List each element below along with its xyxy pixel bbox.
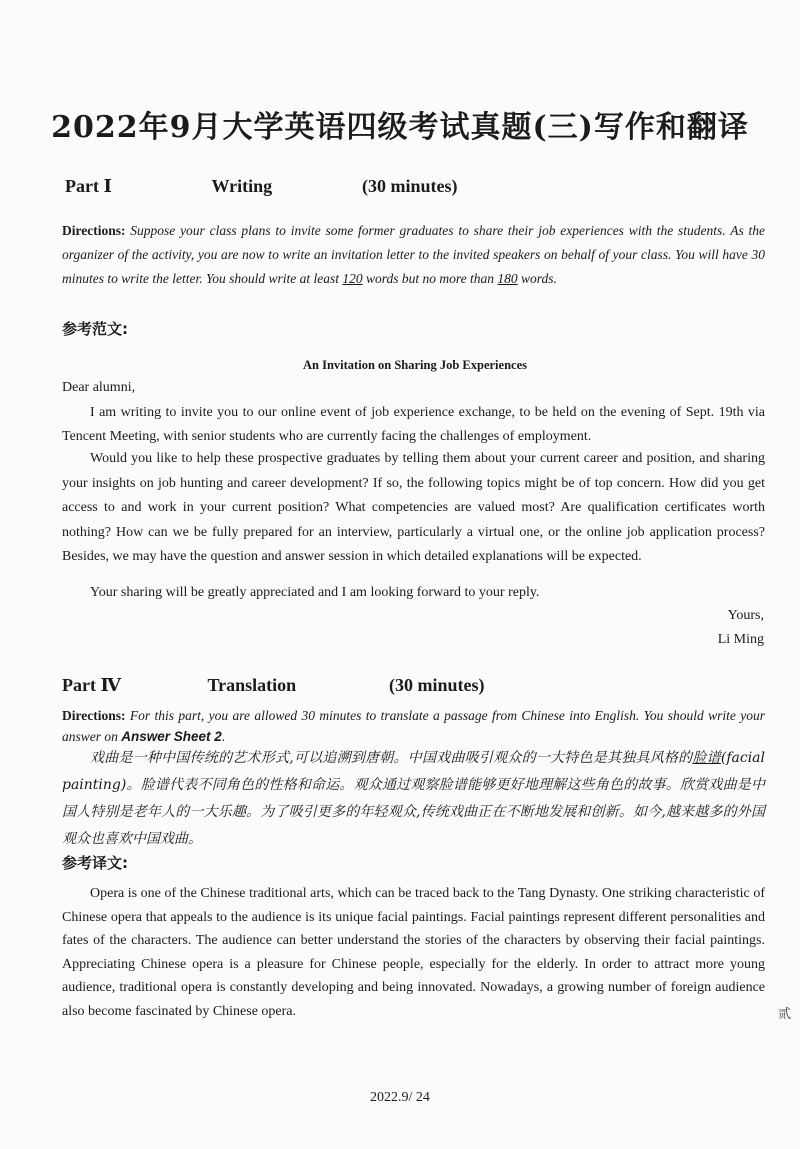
essay-paragraph-1: I am writing to invite you to our online event of job experience exchange, to be held on the evening of Sept. 19th via Tencent Meeting, with senior students who are currently facing the challenges of employment. (62, 405, 765, 444)
page-footer: 2022.9/ 24 (370, 1090, 430, 1105)
directions-label: Directions: (62, 708, 126, 723)
part4-time: (30 minutes) (389, 675, 485, 695)
essay-signature: Li Ming (717, 632, 764, 647)
part4-heading (62, 675, 485, 696)
part4-label: Part Ⅳ (62, 675, 121, 695)
answer-sheet: Answer Sheet 2 (121, 729, 222, 744)
reference-essay-label: 参考范文: (62, 320, 128, 338)
part1-directions: Directions: Suppose your class plans to invite some former graduates to share their job experiences with the students. As the organizer of the activity, you are now to write an invitation letter to the invited speakers on behalf of your class. You will have 30 minutes to write the letter. You should write at least 120 words but no more than 180 words. (62, 223, 765, 286)
part1-label: Part Ⅰ (65, 176, 112, 196)
essay-title: An Invitation on Sharing Job Experiences (303, 358, 527, 372)
part1-heading (65, 176, 458, 197)
part4-section: Translation (207, 675, 297, 695)
directions-label: Directions: (62, 223, 126, 238)
essay-salutation: Dear alumni, (62, 380, 136, 395)
essay-paragraph-3: Your sharing will be greatly appreciated and I am looking forward to your reply. (90, 585, 540, 600)
side-mark: 贰 (778, 1006, 792, 1021)
reference-translation-label: 参考译文: (62, 854, 128, 872)
essay-closing: Yours, (727, 608, 764, 623)
essay-paragraph-2: Would you like to help these prospective graduates by telling them about your current career and position, and sharing your insights on job hunting and career development? If so, the following topics might be of top concern. How did you get access to and work in your current position? What competencies are valued most? Are qualification certificates worth nothing? How can we be fully prepared for an interview, particularly a virtual one, or the online job application process? Besides, we may have the question and answer session in which detailed explanations will be expected. (62, 451, 765, 564)
facial-painting-term: 脸谱 (692, 750, 721, 766)
part1-section: Writing (211, 176, 273, 196)
part4-directions: Directions: For this part, you are allowed 30 minutes to translate a passage from Chinese into English. You should write your answer on Answer Sheet 2. (62, 708, 765, 744)
page-title: 2022年9月大学英语四级考试真题(三)写作和翻译 (51, 110, 749, 145)
reference-translation: Opera is one of the Chinese traditional arts, which can be traced back to the Tang Dynasty. One striking characteristic of Chinese opera that appeals to the audience is its unique facial paintings. Facial paintings represent different personalities and fates of the characters. The audience can better understand the stories of the characters by observing their facial paintings. Appreciating Chinese opera is a pleasure for Chinese people, especially for the elderly. In order to attract more young audience, traditional opera is constantly developing and being innovated. Nowadays, a growing number of foreign audience also become fascinated by Chinese opera. (62, 886, 765, 1019)
max-words: 180 (497, 271, 518, 286)
part1-time: (30 minutes) (362, 176, 458, 196)
chinese-passage: 戏曲是一种中国传统的艺术形式,可以追溯到唐朝。中国戏曲吸引观众的一大特色是其独具风格的脸谱(facial painting)。脸谱代表不同角色的性格和命运。观众通过观察脸谱能够更好地理解这些角色的故事。欣赏戏曲是中国人特别是老年人的一大乐趣。为了吸引更多的年轻观众,传统戏曲正在不断地发展和创新。如今,越来越多的外国观众也喜欢中国戏曲。 (62, 750, 766, 847)
min-words: 120 (342, 271, 363, 286)
